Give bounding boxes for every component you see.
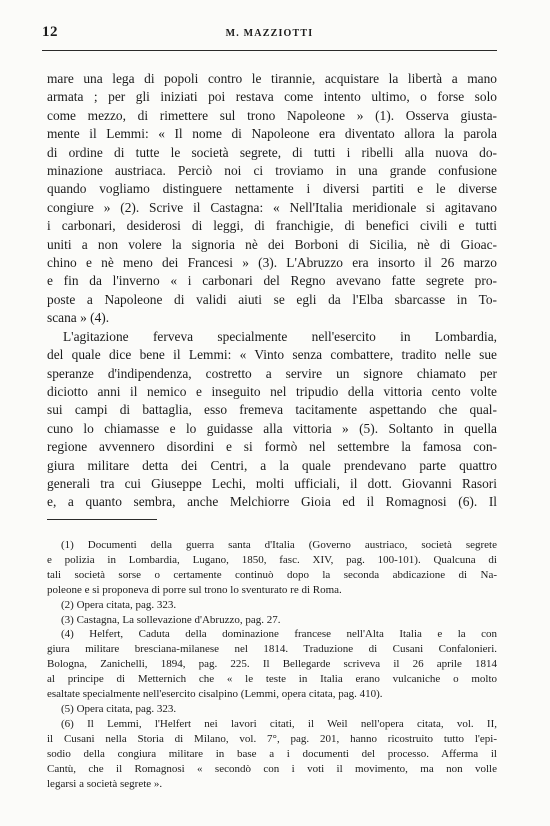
body-line: e fin da l'inverno « i carbonari del Regno avevano fatte segrete pro- — [47, 273, 497, 289]
footnote-line: poleone e si proponeva di porre sul trono lo sventurato re di Roma. — [47, 583, 342, 596]
footnote-line: e polizia in Lombardia, Lugano, 1850, fasc. XIV, pag. 100-101). Qualcuna di — [47, 553, 497, 566]
body-line: mente il Lemmi: « Il nome di Napoleone era diventato allora la parola — [47, 126, 497, 142]
footnote-2: (2) Opera citata, pag. 323. — [61, 598, 177, 611]
footnote-line: Cantù, che il Romagnosi « secondò con i voti il movimento, ma non volle — [47, 762, 497, 775]
body-line: poste a Napoleone di validi aiuti se egli da l'Elba sbarcasse in To- — [47, 291, 497, 307]
footnote-3: (3) Castagna, La sollevazione d'Abruzzo, pag. 27. — [61, 613, 281, 626]
body-line: mare una lega di popoli contro le tirannie, acquistare la libertà a mano — [47, 71, 497, 86]
body-line: speranze d'indipendenza, costretto a servire un signore chiamato per — [47, 365, 497, 381]
header-rule — [42, 50, 497, 51]
footnote-6: (6) Il Lemmi, l'Helfert nei lavori citati, il Weil nell'opera citata, vol. II, — [61, 717, 497, 730]
body-line: minazione austriaca. Perciò noi ci troviamo in una grande confusione — [47, 163, 497, 179]
body-line: congiure » (2). Scrive il Castagna: « Nell'Italia meridionale si agitavano — [47, 199, 497, 215]
body-line: come mezzo, di rimettere sul trono Napoleone » (1). Osserva giusta- — [47, 107, 497, 123]
body-line: L'agitazione ferveva specialmente nell'esercito in Lombardia, — [63, 328, 497, 344]
body-line: cuno lo chiamasse e lo guidasse alla vittoria » (5). Soltanto in quella — [47, 420, 497, 436]
footnote-5: (5) Opera citata, pag. 323. — [61, 702, 177, 715]
running-head: M. MAZZIOTTI — [225, 28, 314, 39]
body-line: sui campi di battaglia, esso fremeva tacitamente aspettando che qual- — [47, 402, 497, 418]
body-line: i carbonari, desiderosi di leggi, di franchigie, di benefici civili e tutti — [47, 218, 497, 234]
body-line: del quale dice bene il Lemmi: « Vinto senza combattere, tradito nelle sue — [47, 347, 497, 363]
footnote-line: al principe di Metternich che « le teste in Italia erano vulcaniche o molto — [47, 673, 497, 686]
body-line: uniti a non volere la signoria nè dei Borboni di Sicilia, nè di Gioac- — [47, 236, 497, 252]
footnote-line: giura militare bresciana-milanese nel 1814. Traduzione di Cusani Confalonieri. — [47, 643, 497, 656]
footnote-line: Bologna, Zanichelli, 1894, pag. 225. Il Bellegarde scriveva il 26 aprile 1814 — [47, 658, 497, 671]
footnote-1: (1) Documenti della guerra santa d'Italia (Governo austriaco, società segrete — [61, 539, 497, 551]
footnote-line: tali società sorse o certamente continuò dopo la seconda abdicazione di Na- — [47, 568, 497, 581]
footnote-line: il Cusani nella Storia di Milano, vol. 7°, pag. 201, hanno ricostruito tutto l'epi- — [47, 732, 497, 745]
body-line: di ordine di tutte le società segrete, di tutti i ribelli alla nuova do- — [47, 144, 497, 160]
footnote-4: (4) Helfert, Caduta della dominazione francese nell'Alta Italia e la con — [61, 628, 497, 641]
body-line: generali tra cui Giuseppe Lechi, molti ufficiali, il dott. Giovanni Rasori — [47, 475, 497, 491]
footnote-line: sodio della congiura militare in base a i documenti del processo. Afferma il — [47, 747, 497, 760]
body-text — [47, 70, 497, 512]
body-line: giura militare detta dei Centri, a la quale prendevano parte quattro — [47, 457, 497, 473]
page-number: 12 — [42, 24, 58, 40]
body-line: regione avvennero disordini e si formò nel settembre la famosa con- — [47, 439, 497, 455]
body-line: chino e nè meno dei Francesi » (3). L'Abruzzo era insorto il 26 marzo — [47, 255, 497, 271]
footnotes — [47, 538, 497, 791]
body-line: scana » (4). — [47, 310, 110, 326]
body-line: quando vogliamo distinguere nettamente i diversi partiti e le diverse — [47, 181, 497, 197]
footnote-line: esaltate specialmente nell'esercito cisalpino (Lemmi, opera citata, pag. 410). — [47, 688, 383, 701]
body-line: e, a quanto sembra, anche Melchiorre Gioia ed il Romagnosi (6). Il — [47, 494, 497, 510]
footnote-line: legarsi a società segrete ». — [47, 777, 163, 790]
page-header — [42, 24, 497, 44]
body-line: armata ; per gli iniziati poi restava come intento ultimo, o forse solo — [47, 89, 497, 105]
body-line: diciotto anni il nemico e inseguito nel tripudio della vittoria cento volte — [47, 383, 497, 399]
footnote-rule — [47, 519, 157, 520]
